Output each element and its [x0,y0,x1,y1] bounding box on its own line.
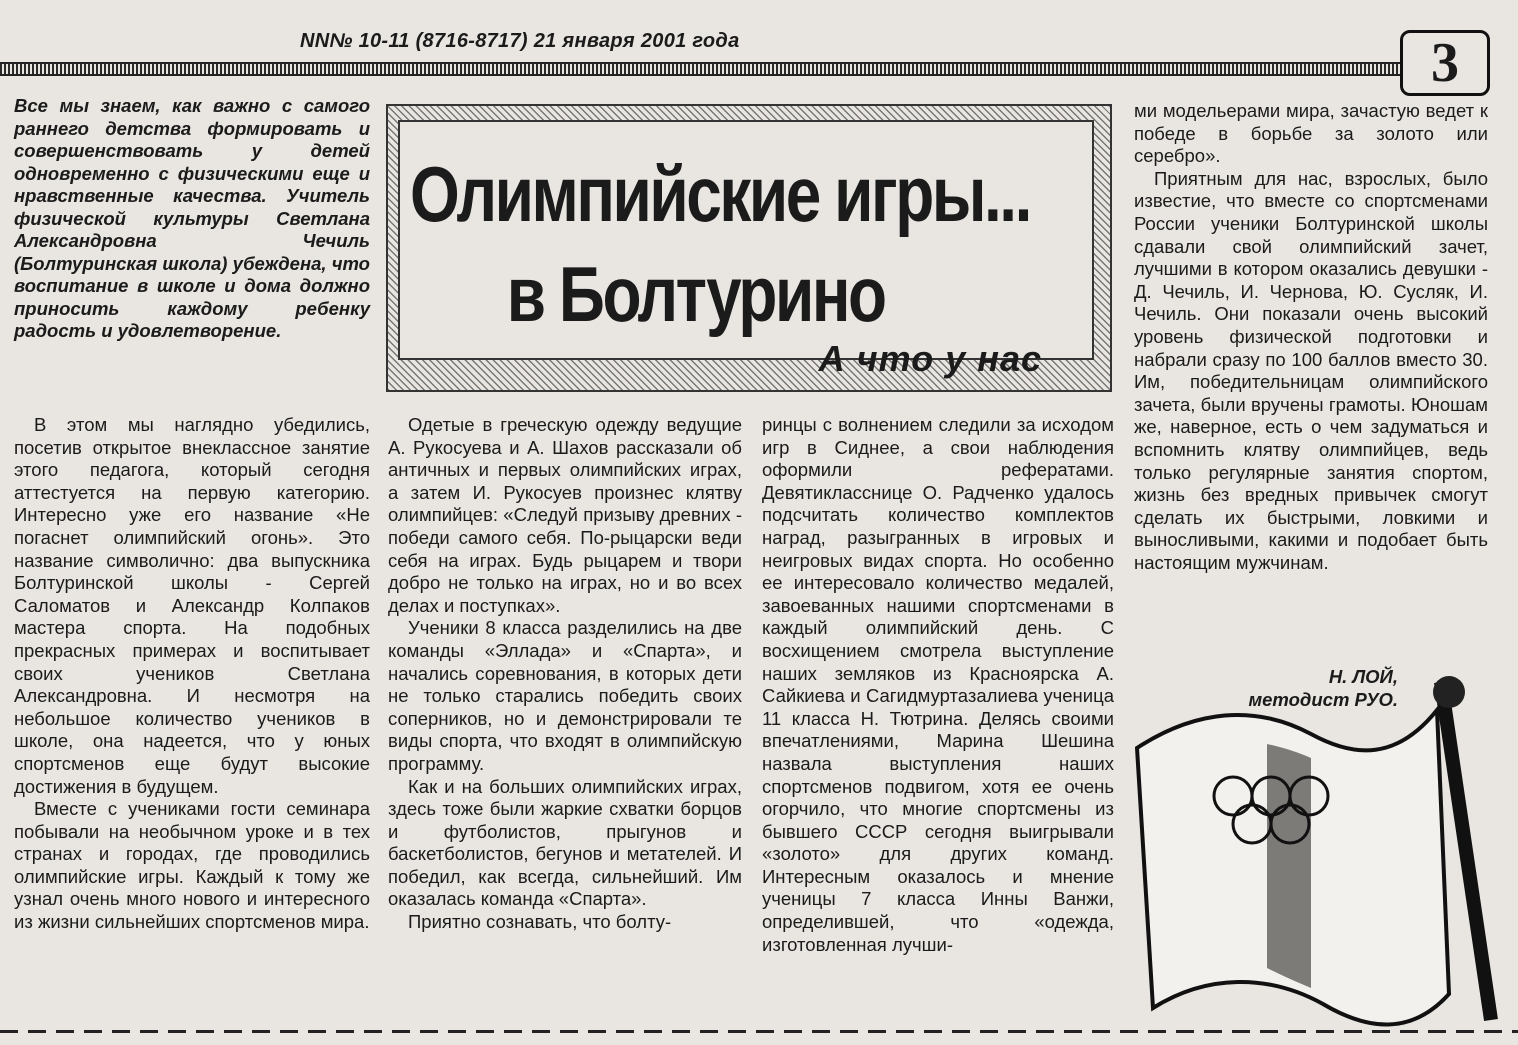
column-4 [1134,100,1488,574]
col2-paragraph-4: Приятно сознавать, что болту- [408,911,672,933]
col4-paragraph-2: Приятным для нас, взрослых, было известие, что вместе со спортсменами России ученики Болтуринской школы сдавали свой олимпийский зачет, лучшими в котором оказались девушки - Д. Чечиль, И. Чернова, Ю. Сусляк, И. Чечиль. Они показали очень высокий уровень физической подготовки и набрали сразу по 100 баллов вместо 30. Им, победительницам олимпийского зачета, были вручены грамоты. Юношам же, наверное, есть о чем задуматься и вспомнить клятву олимпийцев, ведь только регулярные занятия спортом, жизнь без вредных привычек смогут сделать их быстрыми, ловкими и выносливыми, какими и подобает быть настоящим мужчинам. [1134,167,1488,573]
col1-paragraph-2: Вместе с учениками гости семинара побывали на необычном уроке и в тех странах и городах, где проводились олимпийские игры. Каждый к тому же узнал очень много нового и интересного из жизни сильнейших спортсменов мира. [14,798,370,933]
rubric: А что у нас [818,338,1042,379]
issue-line: NN№ 10-11 (8716-8717) 21 января 2001 года [300,30,740,52]
headline-line-2: в Болтурино [506,250,885,338]
olympic-flag-icon [1135,668,1505,1028]
col2-paragraph-2: Ученики 8 класса разделились на две команды «Эллада» и «Спарта», и начались соревнования, в которых дети не только старались победить своих соперников, но и демонстрировали те виды спорта, что входят в олимпийскую программу. [388,617,742,774]
headline-line-1: Олимпийские игры... [410,150,1030,238]
column-1 [14,414,370,934]
col3-paragraph-1: ринцы с волнением следили за исходом игр в Сиднее, а свои наблюдения оформили рефератами. Девятикласснице О. Радченко удалось подсчитать количество комплектов наград, разыгранных в игровых и неигровых видах спорта. Но особенно ее интересовало количество медалей, завоеванных нашими спортсменами в каждый олимпийский день. С восхищением смотрела выступление наших земляков из Красноярска А. Сайкиева и Сагидмуртазалиева ученица 11 класса Н. Тютрина. Делясь своими впечатлениями, Марина Шешина назвала выступления наших спортсменов подвигом, хотя ее очень огорчило, что многие спортсмены из бывшего СССР сегодня выигрывали «золото» для других команд. Интересным оказалось и мнение ученицы 7 класса Инны Ванжи, определившей, что «одежда, изготовленная лучши- [762,414,1114,955]
column-3 [762,414,1114,956]
col4-paragraph-1: ми модельерами мира, зачастую ведет к победе в борьбе за золото или серебро». [1134,100,1488,167]
col2-paragraph-1: Одетые в греческую одежду ведущие А. Рукосуева и А. Шахов рассказали об античных и первых олимпийских играх, а затем И. Рукосуев произнес клятву олимпийцев: «Следуй призыву древних - победи самого себя. По-рыцарски веди себя на играх. Будь рыцарем и твори добро не только на играх, но и во всех делах и поступках». [388,414,742,616]
author-position: методист РУО. [1248,689,1398,710]
lead-paragraph: Все мы знаем, как важно с самого раннего детства формировать и совершенствовать у детей одновременно с физическими еще и нравственные качества. Учитель физической культуры Светлана Александровна Чечиль (Болтуринская школа) убеждена, что воспитание в школе и дома должно приносить каждому ребенку радость и удовлетворение. [14,95,370,341]
col1-paragraph-1: В этом мы наглядно убедились, посетив открытое внеклассное занятие этого педагога, который сегодня аттестуется на первую категорию. Интересно уже его название «Не погаснет олимпийский огонь». Это название символично: два выпускника Болтуринской школы - Сергей Саломатов и Александр Колпаков мастера спорта. На подобных прекрасных примерах и воспитывает своих учеников Светлана Александровна. И несмотря на небольшое количество учеников в школе, она надеется, что у юных спортсменов еще будут высокие достижения в будущем. [14,414,370,797]
bottom-dashed-rule [0,1030,1518,1033]
column-2 [388,414,742,934]
headline [410,144,1030,344]
page-number: 3 [1400,30,1490,96]
header-rule [0,62,1400,76]
col2-paragraph-3: Как и на больших олимпийских играх, здесь тоже были жаркие схватки борцов и футболистов, прыгунов и баскетболистов, бегунов и метателей. И победил, как всегда, сильнейший. Им оказалась команда «Спарта». [388,775,742,910]
author-name: Н. ЛОЙ, [1328,666,1398,687]
headline-panel [398,120,1094,360]
